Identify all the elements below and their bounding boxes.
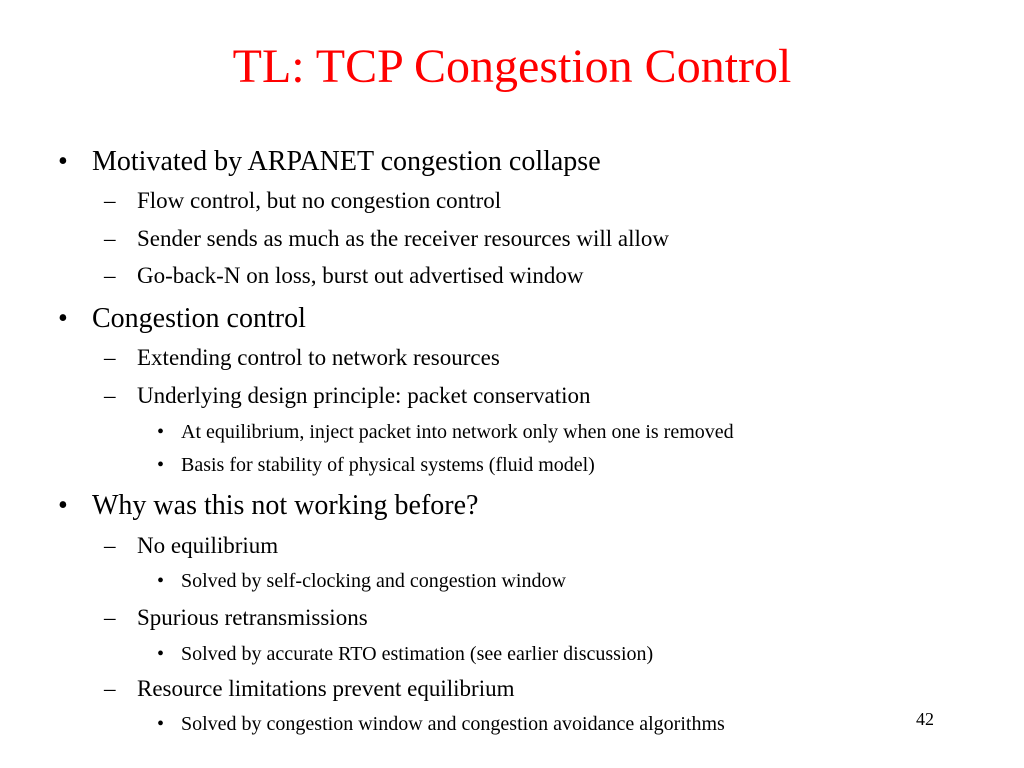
sub-sub-bullet-item xyxy=(157,453,595,477)
bullet-text: Why was this not working before? xyxy=(92,490,479,521)
bullet-text: Flow control, but no congestion control xyxy=(137,188,502,213)
bullet-item xyxy=(58,303,306,335)
slide-title: TL: TCP Congestion Control xyxy=(232,40,792,93)
bullet-text: Go-back-N on loss, burst out advertised window xyxy=(137,263,584,288)
bullet-text: Spurious retransmissions xyxy=(137,605,368,630)
sub-bullet-item xyxy=(104,382,590,410)
bullet-text: Congestion control xyxy=(92,303,306,334)
bullet-marker: • xyxy=(58,490,68,521)
bullet-text: At equilibrium, inject packet into network only when one is removed xyxy=(181,421,734,443)
sub-sub-bullet-item xyxy=(157,712,725,736)
sub-bullet-item xyxy=(104,225,669,253)
dash-marker: – xyxy=(104,188,116,213)
bullet-marker: • xyxy=(58,146,68,177)
dash-marker: – xyxy=(104,263,116,288)
sub-sub-bullet-item xyxy=(157,569,566,593)
sub-bullet-item xyxy=(104,675,515,703)
dash-marker: – xyxy=(104,383,116,408)
bullet-marker: • xyxy=(58,303,68,334)
bullet-item xyxy=(58,490,478,522)
sub-bullet-item xyxy=(104,344,500,372)
bullet-text: Solved by self-clocking and congestion window xyxy=(181,570,566,592)
small-bullet-marker: • xyxy=(157,643,165,665)
bullet-text: Solved by accurate RTO estimation (see earlier discussion) xyxy=(181,643,654,665)
bullet-text: No equilibrium xyxy=(137,533,279,558)
small-bullet-marker: • xyxy=(157,570,165,592)
bullet-text: Resource limitations prevent equilibrium xyxy=(137,676,515,701)
dash-marker: – xyxy=(104,605,116,630)
bullet-text: Sender sends as much as the receiver resources will allow xyxy=(137,226,670,251)
dash-marker: – xyxy=(104,533,116,558)
bullet-item xyxy=(58,146,601,178)
small-bullet-marker: • xyxy=(157,454,165,476)
sub-sub-bullet-item xyxy=(157,420,734,444)
sub-sub-bullet-item xyxy=(157,642,653,666)
dash-marker: – xyxy=(104,345,116,370)
bullet-text: Extending control to network resources xyxy=(137,345,500,370)
dash-marker: – xyxy=(104,676,116,701)
sub-bullet-item xyxy=(104,532,278,560)
sub-bullet-item xyxy=(104,604,368,632)
small-bullet-marker: • xyxy=(157,421,165,443)
small-bullet-marker: • xyxy=(157,713,165,735)
bullet-text: Basis for stability of physical systems (fluid model) xyxy=(181,454,595,476)
dash-marker: – xyxy=(104,226,116,251)
page-number: 42 xyxy=(916,709,934,729)
bullet-text: Motivated by ARPANET congestion collapse xyxy=(92,146,601,177)
bullet-text: Underlying design principle: packet conservation xyxy=(137,383,591,408)
sub-bullet-item xyxy=(104,262,584,290)
sub-bullet-item xyxy=(104,187,501,215)
bullet-text: Solved by congestion window and congestion avoidance algorithms xyxy=(181,713,725,735)
